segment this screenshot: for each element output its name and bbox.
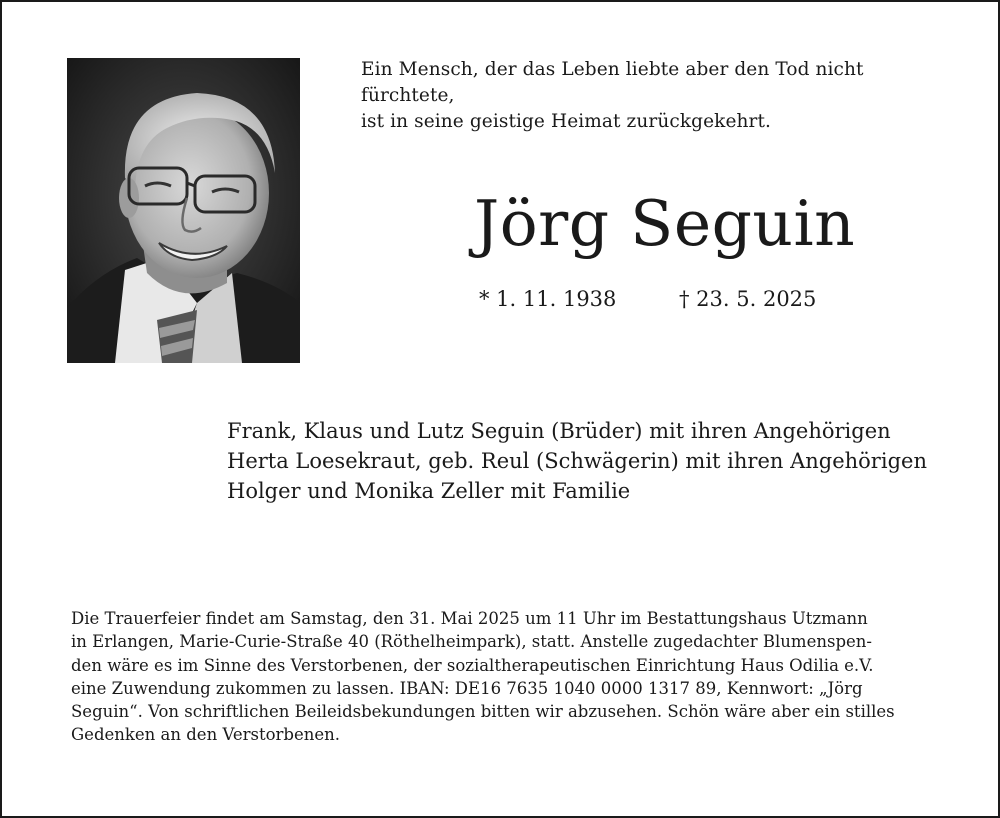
quote-line: Ein Mensch, der das Leben liebte aber den Tod nicht fürchtete, [361, 59, 864, 106]
notice-line: Gedenken an den Verstorbenen. [71, 725, 341, 745]
death-date: † 23. 5. 2025 [679, 287, 817, 311]
portrait-illustration [67, 58, 300, 363]
notice-line: den wäre es im Sinne des Verstorbenen, der sozialtherapeutischen Einrichtung Haus Odilia e.V. [71, 655, 874, 675]
notice-line: Seguin“. Von schriftlichen Beileidsbekundungen bitten wir abzusehen. Schön wäre aber ein stilles [71, 702, 895, 722]
quote-line: ist in seine geistige Heimat zurückgekehrt. [361, 111, 771, 132]
notice-line: Die Trauerfeier findet am Samstag, den 31. Mai 2025 um 11 Uhr im Bestattungshaus Utzmann [71, 609, 868, 628]
mourners-list [227, 416, 987, 506]
portrait-photo [67, 58, 300, 363]
deceased-name: Jörg Seguin [474, 187, 856, 260]
memorial-quote [361, 57, 961, 135]
funeral-notice [71, 607, 951, 747]
mourner-line: Frank, Klaus und Lutz Seguin (Brüder) mit ihren Angehörigen [227, 419, 891, 443]
birth-date: * 1. 11. 1938 [479, 287, 617, 311]
notice-line: eine Zuwendung zukommen zu lassen. IBAN: DE16 7635 1040 0000 1317 89, Kennwort: „Jörg [71, 678, 863, 698]
mourner-line: Holger und Monika Zeller mit Familie [227, 479, 631, 503]
mourner-line: Herta Loesekraut, geb. Reul (Schwägerin) mit ihren Angehörigen [227, 449, 927, 473]
notice-line: in Erlangen, Marie-Curie-Straße 40 (Röthelheimpark), statt. Anstelle zugedachter Blumenspen- [71, 632, 872, 652]
